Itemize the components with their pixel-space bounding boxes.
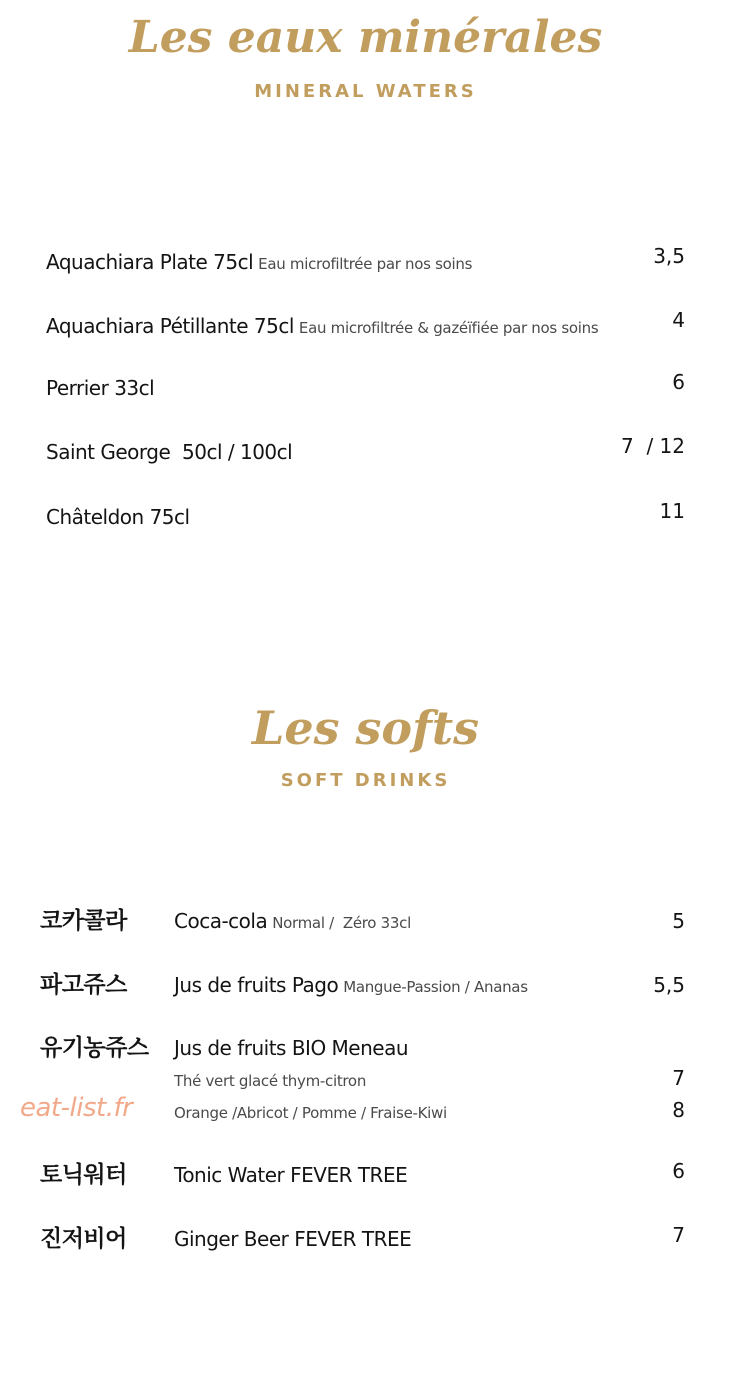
sub-item-label: Thé vert glacé thym-citron	[174, 1072, 367, 1090]
item-name	[174, 968, 528, 1004]
item-price: 7	[672, 1223, 685, 1247]
item-description: Normal / Zéro 33cl	[272, 914, 411, 932]
item-price: 6	[672, 1159, 685, 1183]
item-name	[46, 245, 472, 281]
item-name: Tonic Water FEVER TREE	[174, 1163, 408, 1187]
softs-title: Les softs	[251, 701, 480, 755]
item-description: Eau microfiltrée & gazéïfiée par nos soins	[298, 319, 599, 337]
item-price: 3,5	[653, 244, 685, 268]
mineral-waters-title: Les eaux minérales	[128, 12, 603, 63]
item-name-text: Jus de fruits Pago	[174, 973, 339, 997]
item-price: 5,5	[653, 973, 685, 997]
item-price: 5	[672, 909, 685, 933]
menu-item	[0, 904, 731, 938]
menu-item	[0, 1222, 731, 1256]
menu-item	[0, 245, 731, 279]
korean-name: 진저비어	[40, 1226, 127, 1252]
korean-name: 코카콜라	[40, 908, 127, 934]
menu-item	[0, 309, 731, 343]
sub-item-label: Orange /Abricot / Pomme / Fraise-Kiwi	[174, 1104, 447, 1122]
item-name: Châteldon 75cl	[46, 505, 190, 529]
menu-item	[0, 500, 731, 534]
menu-item	[0, 968, 731, 1002]
item-name-text: Coca-cola	[174, 909, 268, 933]
item-price: 6	[672, 370, 685, 394]
watermark: eat-list.fr	[20, 1093, 133, 1123]
item-name	[46, 309, 598, 345]
korean-name: 유기농쥬스	[40, 1035, 149, 1061]
item-name: Ginger Beer FEVER TREE	[174, 1227, 412, 1251]
menu-item	[0, 1031, 731, 1065]
item-name: Perrier 33cl	[46, 376, 155, 400]
korean-name: 토닉워터	[40, 1162, 127, 1188]
item-price: 4	[672, 308, 685, 332]
softs-subtitle: SOFT DRINKS	[280, 770, 451, 791]
item-name-text: Aquachiara Plate 75cl	[46, 250, 254, 274]
sub-item-price: 8	[672, 1098, 685, 1122]
sub-item-price: 7	[672, 1066, 685, 1090]
item-description: Mangue-Passion / Ananas	[343, 978, 528, 996]
item-price: 11	[659, 499, 685, 523]
item-name-text: Aquachiara Pétillante 75cl	[46, 314, 294, 338]
item-name: Jus de fruits BIO Meneau	[174, 1036, 409, 1060]
menu-item	[0, 371, 731, 405]
menu-item	[0, 435, 731, 469]
mineral-waters-subtitle: MINERAL WATERS	[254, 81, 477, 102]
item-description: Eau microfiltrée par nos soins	[258, 255, 473, 273]
item-name	[174, 904, 411, 940]
item-name: Saint George 50cl / 100cl	[46, 440, 293, 464]
korean-name: 파고쥬스	[40, 972, 127, 998]
item-price: 7 / 12	[621, 434, 685, 458]
menu-item	[0, 1158, 731, 1192]
